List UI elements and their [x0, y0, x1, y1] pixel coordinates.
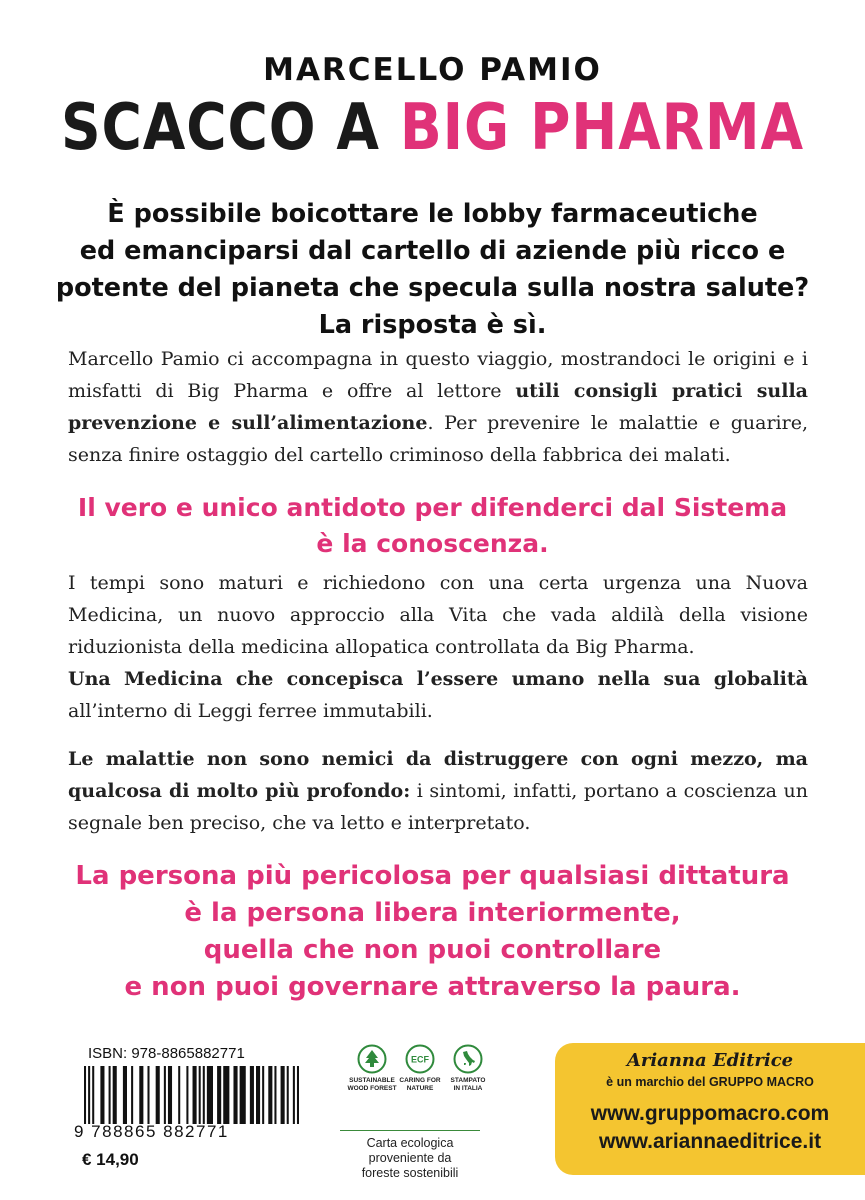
author-name: MARCELLO PAMIO — [263, 52, 602, 88]
paragraph-text: . Per prevenire le malattie e guarire, senza finire ostaggio del cartello criminoso della fabbrica dei malati. — [68, 412, 808, 466]
barcode-bar — [262, 1066, 264, 1124]
barcode-bar — [139, 1066, 143, 1124]
barcode-bar — [178, 1066, 180, 1124]
publisher-subtitle: è un marchio del GRUPPO MACRO — [606, 1075, 814, 1089]
highlight-line: La persona più pericolosa per qualsiasi dittatura — [75, 861, 790, 891]
printed-in-italy-badge — [440, 1044, 496, 1093]
highlight-line: e non puoi governare attraverso la paura. — [124, 972, 741, 1002]
publisher-url-arianna[interactable]: www.ariannaeditrice.it — [598, 1130, 822, 1153]
lead-line: ed emanciparsi dal cartello di aziende più ricco e — [79, 236, 786, 266]
badge-caption: SUSTAINABLE WOOD FOREST — [347, 1077, 397, 1092]
publisher-name: Arianna Editrice — [626, 1050, 794, 1071]
barcode-bar — [193, 1066, 197, 1124]
paragraph-text: I tempi sono maturi e richiedono con una certa urgenza una Nuova Medicina, un nuovo approccio alla Vita che vada aldilà della visione riduzionista della medicina allopatica controllata da Big Pharma. — [68, 572, 808, 658]
lead-line: È possibile boicottare le lobby farmaceutiche — [107, 199, 758, 229]
publisher-url-macro[interactable]: www.gruppomacro.com — [590, 1102, 830, 1125]
title-part-2: BIG PHARMA — [399, 91, 804, 165]
barcode-bar — [293, 1066, 295, 1124]
barcode-bar — [287, 1066, 289, 1124]
barcode-bar — [168, 1066, 172, 1124]
paragraph-bold: utili consigli pratici sulla prevenzione e sull’alimentazione — [68, 380, 808, 434]
isbn-label: ISBN: 978-8865882771 — [88, 1045, 245, 1062]
tree-icon — [357, 1044, 387, 1074]
highlight-line: è la persona libera interiormente, — [184, 898, 681, 928]
title-part-1: SCACCO A — [61, 91, 400, 165]
barcode-bar — [164, 1066, 166, 1124]
barcode-bar — [147, 1066, 149, 1124]
barcode-bar — [268, 1066, 272, 1124]
book-title — [61, 92, 805, 164]
price: € 14,90 — [82, 1150, 139, 1169]
barcode-bar — [223, 1066, 229, 1124]
highlight-line: Il vero e unico antidoto per difenderci dal Sistema — [77, 493, 788, 522]
highlight-quote-1 — [30, 490, 835, 562]
barcode-bar — [113, 1066, 117, 1124]
barcode-bar — [131, 1066, 133, 1124]
paragraph-text: i sintomi, infatti, portano a coscienza un segnale ben preciso, che va letto e interpretato. — [68, 780, 808, 834]
barcode-bar — [240, 1066, 246, 1124]
badge-caption: STAMPATO IN ITALIA — [450, 1077, 486, 1092]
ecf-icon — [405, 1044, 435, 1074]
barcode-bar — [281, 1066, 285, 1124]
barcode-bar — [274, 1066, 276, 1124]
paragraph-bold: Le malattie non sono nemici da distruggere con ogni mezzo, ma qualcosa di molto più profondo: — [68, 748, 808, 802]
barcode-bar — [84, 1066, 86, 1124]
lead-question — [40, 196, 825, 344]
barcode-bar — [207, 1066, 213, 1124]
badge-caption: CARING FOR NATURE — [399, 1077, 441, 1092]
paragraph-intro — [68, 343, 808, 471]
lead-line: potente del pianeta che specula sulla nostra salute? — [55, 273, 810, 303]
italy-map-icon — [453, 1044, 483, 1074]
highlight-quote-2 — [30, 858, 835, 1006]
barcode-bar — [109, 1066, 111, 1124]
barcode-bar — [186, 1066, 188, 1124]
barcode-bar — [92, 1066, 94, 1124]
highlight-line: è la conoscenza. — [316, 529, 549, 558]
barcode-bar — [256, 1066, 260, 1124]
ecf-text: ECF — [411, 1054, 429, 1065]
eco-divider — [340, 1130, 480, 1131]
barcode-bar — [233, 1066, 237, 1124]
barcode-bar — [199, 1066, 201, 1124]
paragraph-text: all’interno di Leggi ferree immutabili. — [68, 700, 433, 722]
barcode-bar — [250, 1066, 254, 1124]
eco-paper-note: Carta ecologica proveniente da foreste sostenibili — [361, 1136, 459, 1180]
barcode-bar — [203, 1066, 205, 1124]
paragraph-medicine — [68, 567, 808, 727]
barcode-bar — [88, 1066, 90, 1124]
paragraph-text: Marcello Pamio ci accompagna in questo viaggio, mostrandoci le origini e i misfatti di Big Pharma e offre al lettore — [68, 348, 808, 402]
paragraph-illness — [68, 743, 808, 839]
lead-line: La risposta è sì. — [318, 310, 547, 340]
barcode-bar — [156, 1066, 160, 1124]
barcode-bar — [123, 1066, 127, 1124]
paragraph-bold: Una Medicina che concepisca l’essere umano nella sua globalità — [68, 668, 808, 690]
barcode-digits: 9 788865 882771 — [74, 1122, 229, 1141]
barcode-bar — [297, 1066, 299, 1124]
highlight-line: quella che non puoi controllare — [203, 935, 662, 965]
barcode-bar — [217, 1066, 221, 1124]
barcode-bar — [100, 1066, 104, 1124]
barcode — [84, 1066, 299, 1124]
